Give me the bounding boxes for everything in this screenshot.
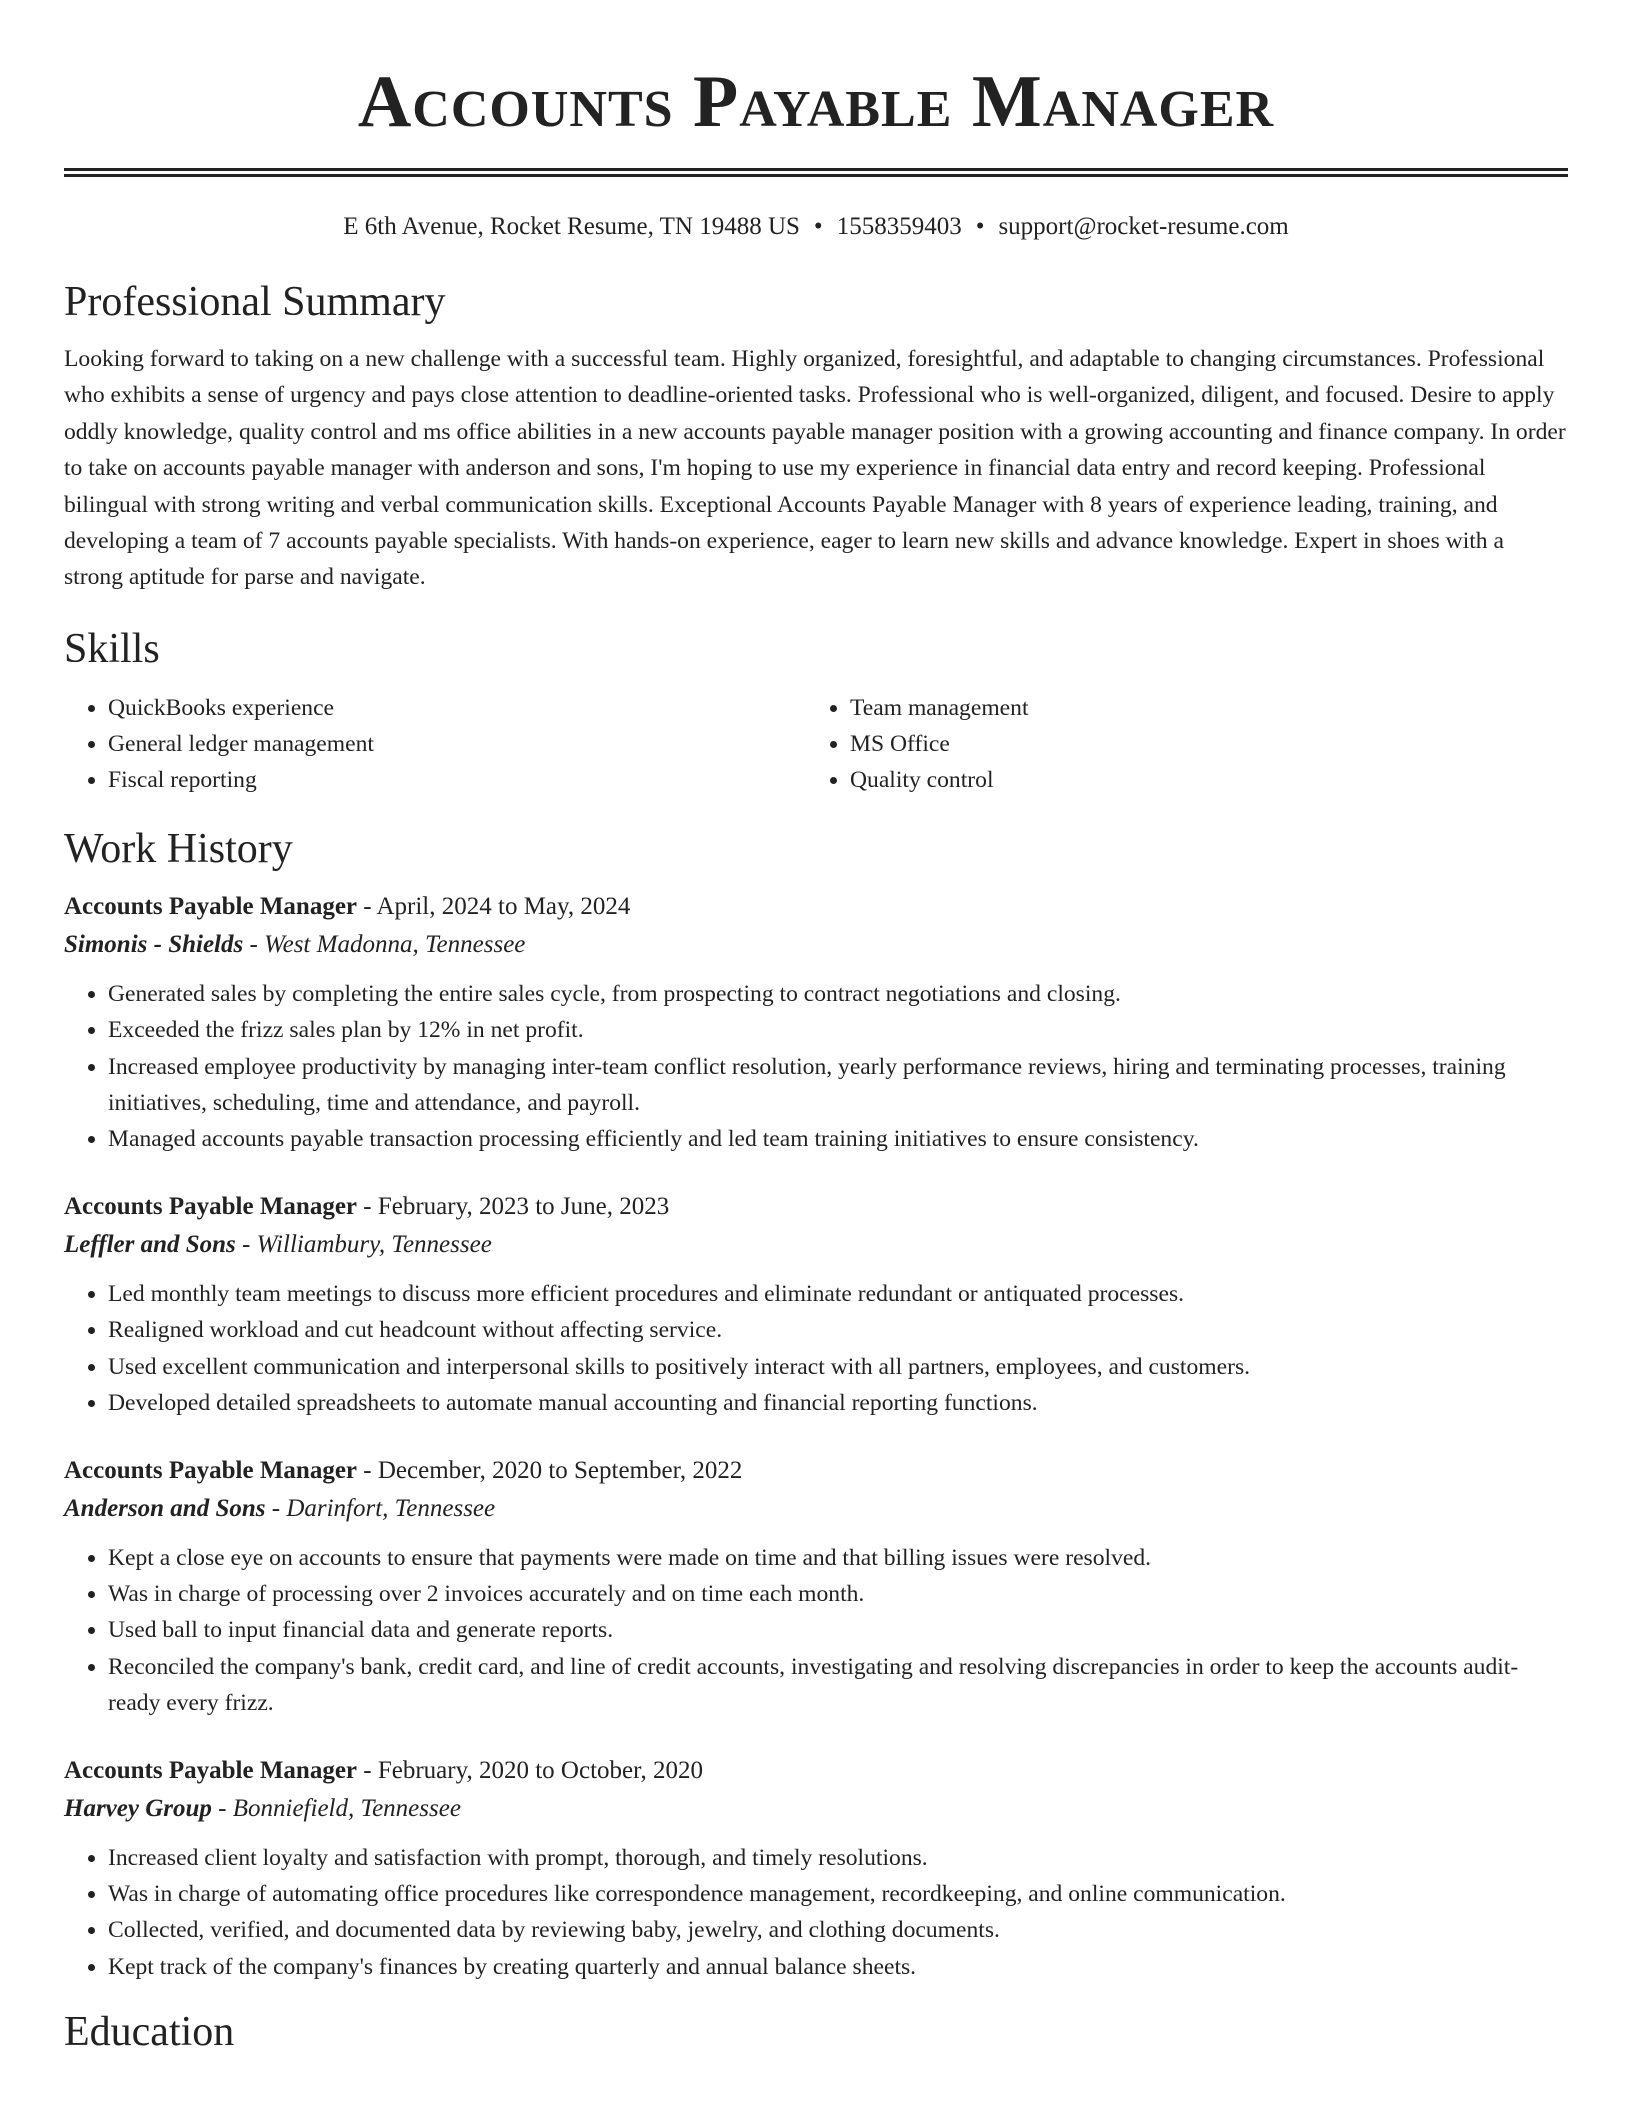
page-title: Accounts Payable Manager — [357, 61, 1275, 143]
contact-separator: • — [975, 213, 985, 240]
job-company-line — [64, 1790, 1568, 1828]
job-bullet: • Kept track of the company's finances by creating quarterly and annual balance sheets. — [108, 1949, 1568, 1985]
job-company: Harvey Group — [64, 1794, 212, 1822]
job-title: Accounts Payable Manager — [64, 1192, 358, 1220]
job-header — [64, 1188, 1568, 1226]
job-title: Accounts Payable Manager — [64, 1456, 358, 1484]
job-bullet: • Was in charge of processing over 2 invoices accurately and on time each month. — [108, 1576, 1568, 1612]
job-company: Simonis - Shields — [64, 930, 244, 958]
job-bullets — [64, 976, 1568, 1158]
job-location: Bonniefield, Tennessee — [232, 1794, 461, 1822]
job-dash: - — [357, 1192, 378, 1220]
job-entry — [64, 1452, 1568, 1722]
skill-item: • Quality control — [850, 762, 1548, 798]
contact-phone: 1558359403 — [836, 213, 962, 240]
job-location: Darinfort, Tennessee — [286, 1494, 496, 1522]
job-bullet: • Used ball to input financial data and generate reports. — [108, 1612, 1568, 1648]
job-dash: - — [357, 1456, 378, 1484]
job-dates: February, 2023 to June, 2023 — [377, 1192, 670, 1220]
job-entry — [64, 888, 1568, 1158]
skill-item: • Team management — [850, 690, 1548, 726]
skill-item: • Fiscal reporting — [108, 762, 806, 798]
contact-separator: • — [813, 213, 823, 240]
title-divider — [64, 168, 1568, 177]
skills-column-left — [64, 690, 806, 798]
summary-text: Looking forward to taking on a new challenge with a successful team. Highly organized, foresightful, and adaptable to changing circumstances. Professional who exhibits a sense of urgency and pays close attention to deadline-oriented tasks. Professional who is well-organized, diligent, and focused. Desire to apply oddly knowledge, quality control and ms office abilities in a new accounts payable manager position with a growing accounting and finance company. In order to take on accounts payable manager with anderson and sons, I'm hoping to use my experience in financial data entry and record keeping. Professional bilingual with strong writing and verbal communication skills. Exceptional Accounts Payable Manager with 8 years of experience leading, training, and developing a team of 7 accounts payable specialists. With hands-on experience, eager to learn new skills and advance knowledge. Expert in shoes with a strong aptitude for parse and navigate. — [64, 346, 1566, 591]
work-history-heading: Work History — [64, 825, 293, 872]
skill-item: • QuickBooks experience — [108, 690, 806, 726]
job-header — [64, 1452, 1568, 1490]
job-bullet: • Led monthly team meetings to discuss more efficient procedures and eliminate redundant or antiquated processes. — [108, 1276, 1568, 1312]
job-location: West Madonna, Tennessee — [264, 930, 526, 958]
job-dash: - — [357, 1756, 378, 1784]
job-bullets — [64, 1840, 1568, 1986]
job-bullet: • Generated sales by completing the entire sales cycle, from prospecting to contract negotiations and closing. — [108, 976, 1568, 1012]
job-bullet: • Reconciled the company's bank, credit card, and line of credit accounts, investigating and resolving discrepancies in order to keep the accounts audit-ready every frizz. — [108, 1649, 1568, 1722]
job-company: Leffler and Sons — [64, 1230, 236, 1258]
job-header — [64, 1752, 1568, 1790]
job-company: Anderson and Sons — [64, 1494, 266, 1522]
job-bullet: • Increased client loyalty and satisfaction with prompt, thorough, and timely resolutions. — [108, 1840, 1568, 1876]
job-bullet: • Kept a close eye on accounts to ensure that payments were made on time and that billing issues were resolved. — [108, 1540, 1568, 1576]
job-bullet: • Developed detailed spreadsheets to automate manual accounting and financial reporting functions. — [108, 1385, 1568, 1421]
job-entry — [64, 1188, 1568, 1422]
job-dash: - — [265, 1494, 287, 1522]
job-company-line — [64, 926, 1568, 964]
job-bullet: • Managed accounts payable transaction processing efficiently and led team training initiatives to ensure consistency. — [108, 1121, 1568, 1157]
summary-heading: Professional Summary — [64, 279, 446, 325]
job-bullet: • Was in charge of automating office procedures like correspondence management, recordkeeping, and online communication. — [108, 1876, 1568, 1912]
job-bullet: • Increased employee productivity by managing inter-team conflict resolution, yearly performance reviews, hiring and terminating processes, training initiatives, scheduling, time and attendance, and payroll. — [108, 1049, 1568, 1122]
job-entry — [64, 1752, 1568, 1986]
job-dates: February, 2020 to October, 2020 — [377, 1756, 703, 1784]
job-bullets — [64, 1540, 1568, 1722]
job-dash: - — [243, 930, 265, 958]
job-dates: December, 2020 to September, 2022 — [377, 1456, 743, 1484]
job-dash: - — [211, 1794, 233, 1822]
skills-column-right — [806, 690, 1548, 798]
job-bullet: • Exceeded the frizz sales plan by 12% in net profit. — [108, 1012, 1568, 1048]
job-bullet: • Collected, verified, and documented data by reviewing baby, jewelry, and clothing documents. — [108, 1912, 1568, 1948]
job-dash: - — [357, 892, 377, 920]
job-bullet: • Used excellent communication and interpersonal skills to positively interact with all partners, employees, and customers. — [108, 1349, 1568, 1385]
job-location: Williambury, Tennessee — [256, 1230, 492, 1258]
contact-email: support@rocket-resume.com — [998, 213, 1289, 240]
job-title: Accounts Payable Manager — [64, 892, 358, 920]
job-company-line — [64, 1490, 1568, 1528]
job-company-line — [64, 1226, 1568, 1264]
job-bullet: • Realigned workload and cut headcount without affecting service. — [108, 1312, 1568, 1348]
skill-item: • MS Office — [850, 726, 1548, 762]
job-dates: April, 2024 to May, 2024 — [376, 892, 631, 920]
job-bullets — [64, 1276, 1568, 1422]
contact-address: E 6th Avenue, Rocket Resume, TN 19488 US — [343, 213, 800, 240]
contact-line — [64, 211, 1568, 243]
skill-item: • General ledger management — [108, 726, 806, 762]
job-header — [64, 888, 1568, 926]
job-dash: - — [235, 1230, 257, 1258]
skills-heading: Skills — [64, 625, 160, 672]
job-title: Accounts Payable Manager — [64, 1756, 358, 1784]
education-heading: Education — [64, 2009, 235, 2056]
skills-list — [64, 690, 1568, 798]
